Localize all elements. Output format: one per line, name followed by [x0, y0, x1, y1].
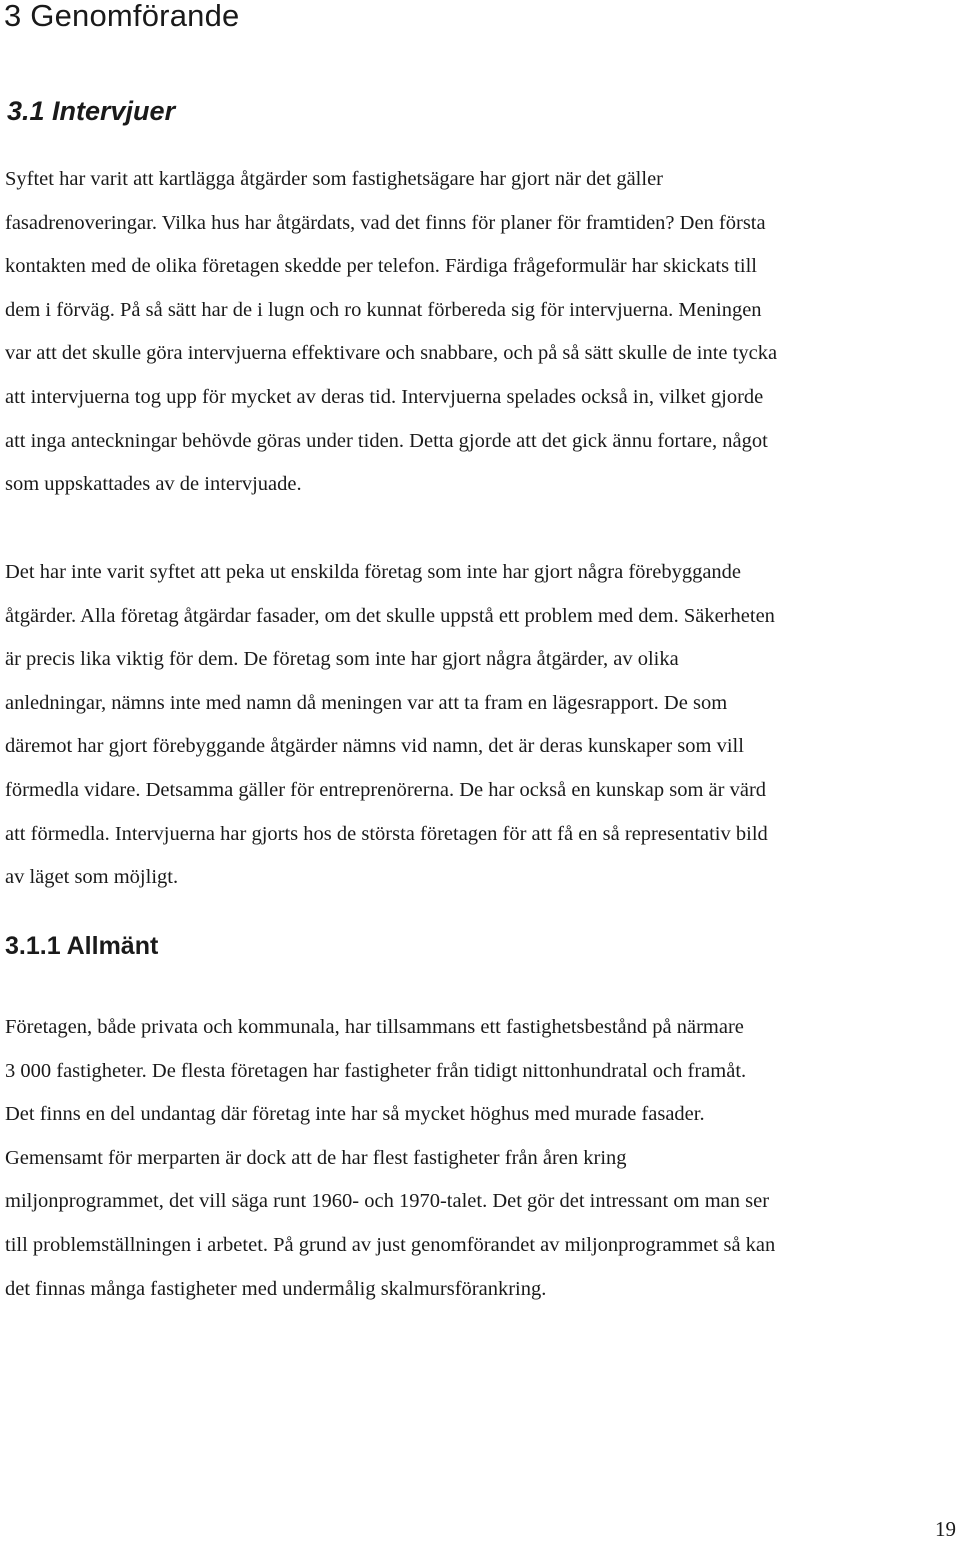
text-line: fasadrenoveringar. Vilka hus har åtgärdats, vad det finns för planer för framtiden? Den första — [5, 211, 766, 234]
text-line: miljonprogrammet, det vill säga runt 1960- och 1970-talet. Det gör det intressant om man ser — [5, 1190, 770, 1213]
page-number: 19 — [935, 1517, 956, 1541]
paragraph-general — [5, 1006, 960, 1311]
paragraph-purpose — [5, 158, 960, 507]
text-line: Det finns en del undantag där företag inte har så mycket höghus med murade fasader. — [5, 1103, 705, 1126]
text-line: Gemensamt för merparten är dock att de har flest fastigheter från åren kring — [5, 1146, 627, 1169]
text-line: kontakten med de olika företagen skedde per telefon. Färdiga frågeformulär har skickats till — [5, 255, 757, 278]
text-line: att inga anteckningar behövde göras under tiden. Detta gjorde att det gick ännu fortare, något — [5, 429, 768, 452]
text-line: förmedla vidare. Detsamma gäller för entreprenörerna. De har också en kunskap som är värd — [5, 778, 767, 801]
text-line: dem i förväg. På så sätt har de i lugn och ro kunnat förbereda sig för intervjuerna. Meningen — [5, 298, 762, 321]
text-line: som uppskattades av de intervjuade. — [5, 473, 302, 496]
text-line: är precis lika viktig för dem. De företag som inte har gjort några åtgärder, av olika — [5, 648, 679, 671]
text-line: till problemställningen i arbetet. På grund av just genomförandet av miljonprogrammet så kan — [5, 1233, 776, 1256]
subsection-heading: 3.1.1 Allmänt — [5, 932, 159, 960]
text-line: att förmedla. Intervjuerna har gjorts hos de största företagen för att få en så representativ bild — [5, 822, 768, 845]
chapter-heading: 3 Genomförande — [4, 0, 240, 33]
text-line: var att det skulle göra intervjuerna effektivare och snabbare, och på så sätt skulle de inte tycka — [5, 342, 778, 365]
section-heading: 3.1 Intervjuer — [7, 96, 176, 126]
text-line: Företagen, både privata och kommunala, har tillsammans ett fastighetsbestånd på närmare — [5, 1016, 744, 1038]
text-line: 3 000 fastigheter. De flesta företagen har fastigheter från tidigt nittonhundratal och framåt. — [5, 1059, 747, 1082]
paragraph-anonymity — [5, 551, 960, 900]
text-line: däremot har gjort förebyggande åtgärder nämns vid namn, det är deras kunskaper som vill — [5, 735, 744, 758]
text-line: att intervjuerna tog upp för mycket av deras tid. Intervjuerna spelades också in, vilket gjorde — [5, 385, 764, 408]
text-line: av läget som möjligt. — [5, 866, 179, 889]
text-line: åtgärder. Alla företag åtgärdar fasader, om det skulle uppstå ett problem med dem. Säkerheten — [5, 604, 775, 627]
text-line: Syftet har varit att kartlägga åtgärder som fastighetsägare har gjort när det gäller — [5, 168, 664, 190]
text-line: Det har inte varit syftet att peka ut enskilda företag som inte har gjort några förebyggande — [5, 561, 742, 583]
text-line: det finnas många fastigheter med undermålig skalmursförankring. — [5, 1277, 547, 1300]
text-line: anledningar, nämns inte med namn då meningen var att ta fram en lägesrapport. De som — [5, 691, 728, 714]
